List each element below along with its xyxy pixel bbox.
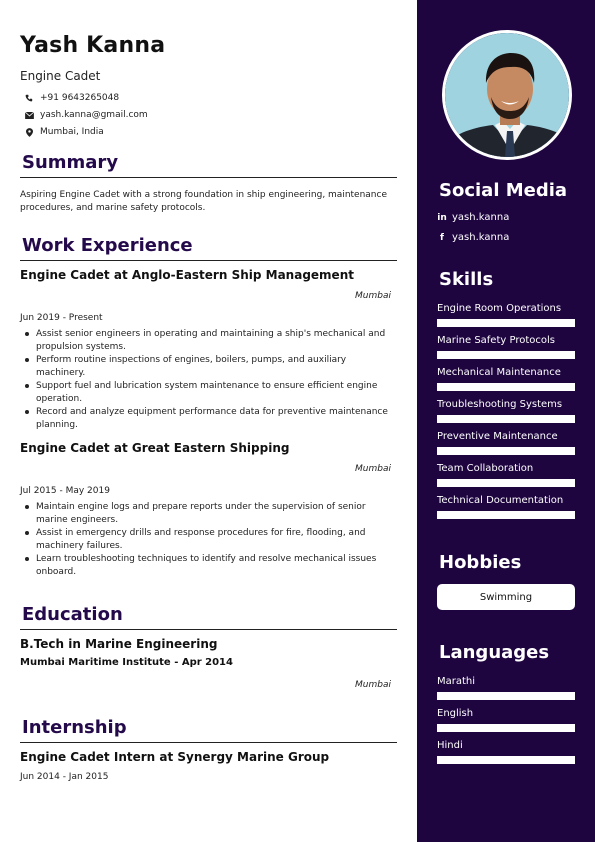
hobbies-heading: Hobbies [439,552,522,573]
contact-phone [24,93,119,103]
job-dates-1: Jun 2019 - Present [20,313,103,323]
internship-role: Engine Cadet Intern at Synergy Marine Group [20,750,330,764]
job-location-2: Mumbai [355,464,391,474]
experience-divider [20,260,397,261]
language-bar [437,692,575,700]
list-item: Record and analyze equipment performance data for preventive maintenance planning. [36,406,392,432]
facebook-icon: f [440,232,444,243]
portrait-image [445,33,572,160]
list-item: Assist in emergency drills and response procedures for fire, flooding, and machinery failures. [36,527,392,553]
phone-icon [24,94,34,102]
candidate-role: Engine Cadet [20,69,101,83]
skill-label: Preventive Maintenance [437,431,558,442]
internship-heading: Internship [22,717,127,738]
education-degree: B.Tech in Marine Engineering [20,637,218,651]
envelope-icon [24,112,34,119]
languages-heading: Languages [439,642,550,663]
language-label: Marathi [437,676,476,687]
job-location-1: Mumbai [355,291,391,301]
language-bar [437,724,575,732]
social-handle[interactable]: yash.kanna [452,232,510,243]
candidate-name: Yash Kanna [20,33,166,58]
education-heading: Education [22,604,123,625]
skills-heading: Skills [439,269,494,290]
skill-label: Technical Documentation [437,495,564,506]
skill-label: Marine Safety Protocols [437,335,555,346]
phone-text[interactable]: +91 9643265048 [40,93,120,103]
skill-label: Troubleshooting Systems [437,399,563,410]
job-dates-2: Jul 2015 - May 2019 [20,486,110,496]
location-text: Mumbai, India [40,127,104,137]
job-title-1: Engine Cadet at Anglo-Eastern Ship Management [20,268,354,282]
summary-heading: Summary [22,152,119,173]
job-bullets-2 [36,501,392,579]
map-pin-icon [24,128,34,137]
skill-label: Team Collaboration [437,463,534,474]
job-title-2: Engine Cadet at Great Eastern Shipping [20,441,290,455]
skill-bar [437,511,575,519]
social-handle[interactable]: yash.kanna [452,212,510,223]
contact-email [24,110,148,120]
education-divider [20,629,397,630]
language-label: Hindi [437,740,463,751]
social-linkedin[interactable] [437,212,509,223]
job-bullets-1 [36,328,392,432]
skill-bar [437,319,575,327]
skill-bar [437,479,575,487]
education-location: Mumbai [355,680,391,690]
skill-label: Engine Room Operations [437,303,562,314]
summary-text: Aspiring Engine Cadet with a strong foundation in ship engineering, maintenance procedures, and marine safety protocols. [20,190,387,213]
skill-bar [437,351,575,359]
list-item: Learn troubleshooting techniques to identify and resolve mechanical issues onboard. [36,553,392,579]
skill-bar [437,447,575,455]
experience-heading: Work Experience [22,235,193,256]
list-item: Support fuel and lubrication system maintenance to ensure efficient engine operation. [36,380,392,406]
profile-photo [442,30,572,160]
contact-location [24,127,104,137]
skill-bar [437,415,575,423]
email-text[interactable]: yash.kanna@gmail.com [40,110,148,120]
list-item: Maintain engine logs and prepare reports under the supervision of senior marine engineers. [36,501,392,527]
internship-divider [20,742,397,743]
list-item: Assist senior engineers in operating and maintaining a ship's mechanical and propulsion systems. [36,328,392,354]
hobby-chip: Swimming [437,584,575,610]
skill-bar [437,383,575,391]
social-facebook[interactable] [437,232,509,243]
linkedin-icon: in [437,212,447,223]
language-bar [437,756,575,764]
social-heading: Social Media [439,180,568,201]
summary-divider [20,177,397,178]
education-school: Mumbai Maritime Institute - Apr 2014 [20,657,233,668]
language-label: English [437,708,474,719]
list-item: Perform routine inspections of engines, boilers, pumps, and auxiliary machinery. [36,354,392,380]
internship-dates: Jun 2014 - Jan 2015 [20,772,109,782]
skill-label: Mechanical Maintenance [437,367,561,378]
